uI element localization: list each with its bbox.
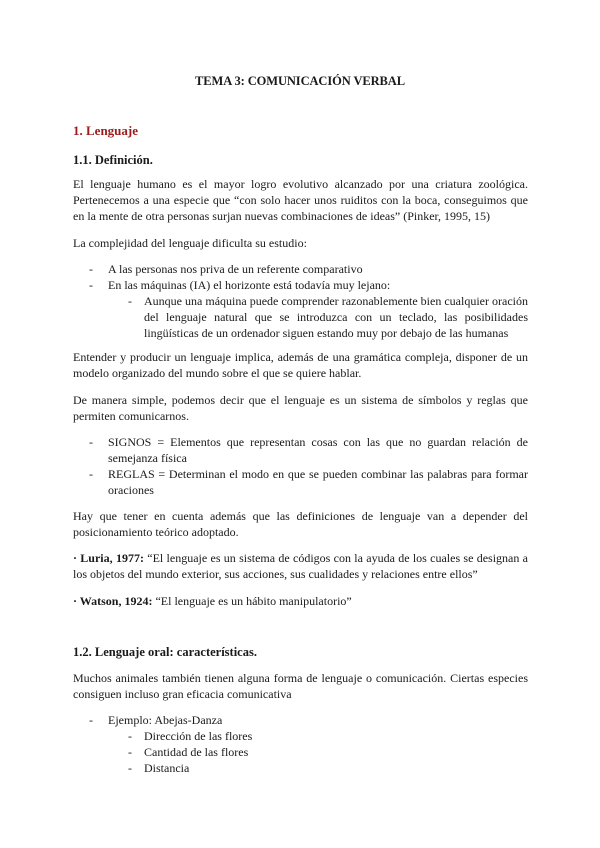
document-title: TEMA 3: COMUNICACIÓN VERBAL [195,74,405,88]
list-item-text: A las personas nos priva de un referente comparativo [108,262,363,276]
list-signos-reglas [73,434,528,498]
quote-luria [73,550,528,582]
list-ejemplo-abejas [73,712,528,776]
bullet-dash: - [89,467,93,481]
paragraph-intro: El lenguaje humano es el mayor logro evolutivo alcanzado por una criatura zoológica. Pertenecemos a una especie que “con solo hacer unos ruiditos con la boca, conseguimos que en la mente de otra personas surjan nuevas combinaciones de ideas” (Pinker, 1995, 15) [73,177,528,223]
bullet-dash: - [128,729,132,743]
list-item [73,434,528,466]
list-subitem [73,744,528,760]
list-complejidad [73,261,528,341]
paragraph-animales: Muchos animales también tienen alguna forma de lenguaje o comunicación. Ciertas especies consiguen incluso gran eficacia comunicativa [73,671,528,701]
quote-author: · Watson, 1924: [73,594,153,608]
list-item-text: REGLAS = Determinan el modo en que se pueden combinar las palabras para formar oraciones [108,467,528,497]
bullet-dash: - [128,294,132,308]
bullet-dash: - [89,713,93,727]
bullet-dash: - [128,745,132,759]
list-item-text: Dirección de las flores [144,729,253,743]
list-item-text: Cantidad de las flores [144,745,249,759]
list-subitem [73,728,528,744]
list-item [73,466,528,498]
list-item [73,277,528,293]
bullet-dash: - [89,262,93,276]
list-item-text: Aunque una máquina puede comprender razonablemente bien cualquier oración del lenguaje natural que se introduzca con un teclado, las posibilidades lingüísticas de un ordenador siguen estando muy por debajo de las humanas [144,294,528,340]
subsection-heading-lenguaje-oral: 1.2. Lenguaje oral: características. [73,645,257,659]
subsection-heading-definicion: 1.1. Definición. [73,153,153,167]
quote-text: “El lenguaje es un hábito manipulatorio” [152,594,352,608]
quote-watson [73,593,528,609]
paragraph-complejidad: La complejidad del lenguaje dificulta su estudio: [73,236,307,250]
bullet-dash: - [128,761,132,775]
list-item-text: Distancia [144,761,190,775]
bullet-dash: - [89,278,93,292]
bullet-dash: - [89,435,93,449]
list-item [73,261,528,277]
list-subitem [73,293,528,341]
list-subitem [73,760,528,776]
quote-author: · Luria, 1977: [73,551,144,565]
paragraph-entender: Entender y producir un lenguaje implica, además de una gramática compleja, disponer de un modelo organizado del mundo sobre el que se quiere hablar. [73,350,528,380]
list-item-text: Ejemplo: Abejas-Danza [108,713,223,727]
paragraph-posicionamiento: Hay que tener en cuenta además que las definiciones de lenguaje van a depender del posicionamiento teórico adoptado. [73,509,528,539]
paragraph-definicion-simple: De manera simple, podemos decir que el lenguaje es un sistema de símbolos y reglas que permiten comunicarnos. [73,393,528,423]
list-item [73,712,528,728]
quote-text: “El lenguaje es un sistema de códigos con la ayuda de los cuales se designan a los objetos del mundo exterior, sus acciones, sus cualidades y relaciones entre ellos” [73,551,528,581]
list-item-text: En las máquinas (IA) el horizonte está todavía muy lejano: [108,278,391,292]
list-item-text: SIGNOS = Elementos que representan cosas con las que no guardan relación de semejanza física [108,435,528,465]
section-heading-lenguaje: 1. Lenguaje [73,123,138,138]
